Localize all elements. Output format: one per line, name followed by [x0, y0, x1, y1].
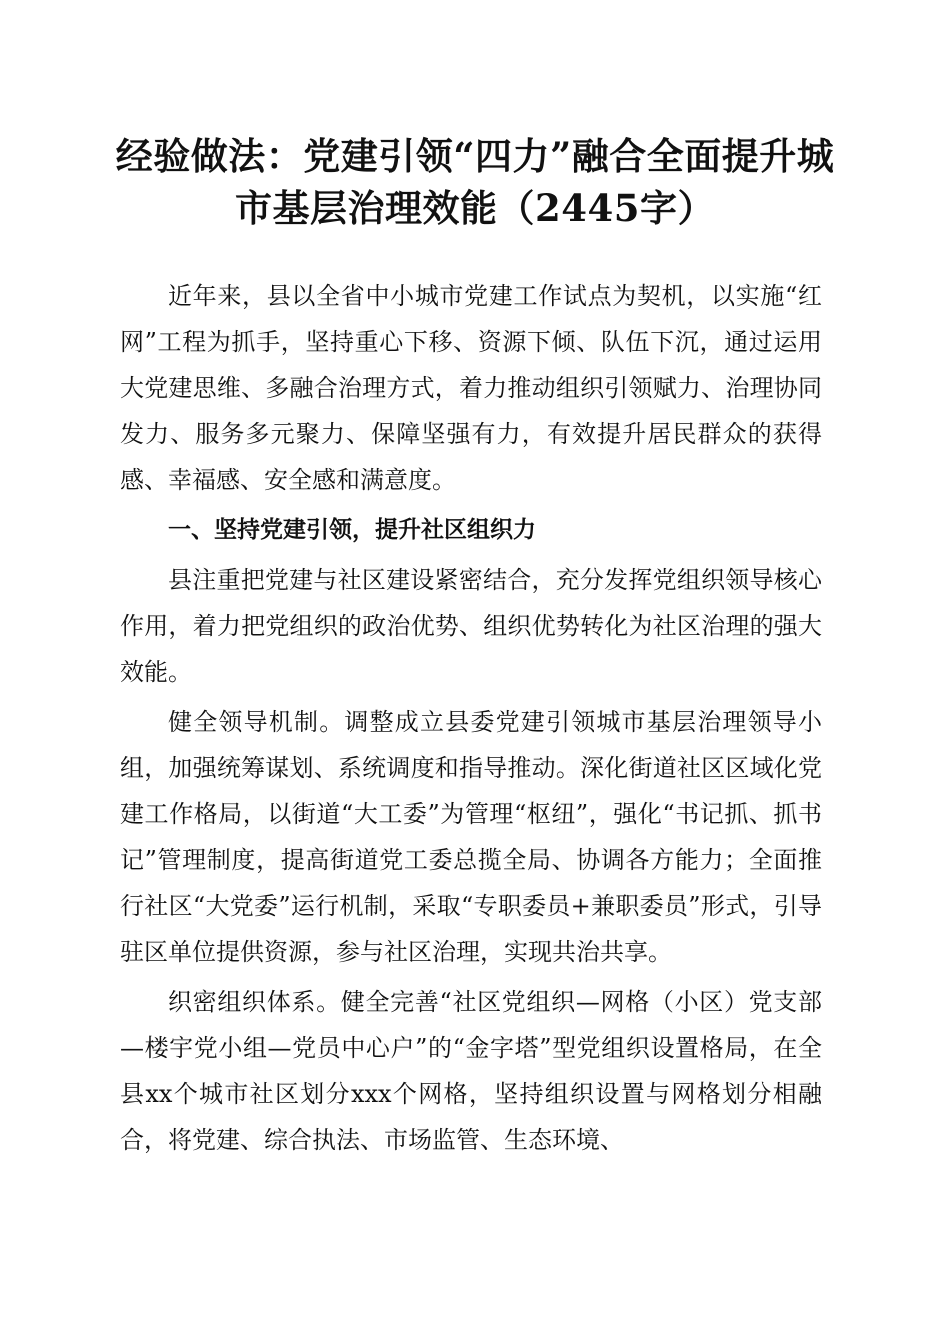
leadership-mechanism-paragraph: 健全领导机制。调整成立县委党建引领城市基层治理领导小组，加强统筹谋划、系统调度和指导推动。深化街道社区区域化党建工作格局，以街道“大工委”为管理“枢纽”，强化“书记抓、抓书记”管理制度，提高街道党工委总揽全局、协调各方能力；全面推行社区“大党委”运行机制，采取“专职委员+兼职委员”形式，引导驻区单位提供资源，参与社区治理，实现共治共享。 — [120, 708, 822, 966]
organization-system-paragraph: 织密组织体系。健全完善“社区党组织—网格（小区）党支部—楼宇党小组—党员中心户”的“金字塔”型党组织设置格局，在全县xx个城市社区划分xxx个网格，坚持组织设置与网格划分相融合，将党建、综合执法、市场监管、生态环境、 — [120, 988, 822, 1154]
document-title-line-2: 市基层治理效能（2445字） — [235, 186, 715, 230]
section-heading: 一、坚持党建引领，提升社区组织力 — [168, 517, 536, 543]
section-intro-paragraph: 县注重把党建与社区建设紧密结合，充分发挥党组织领导核心作用，着力把党组织的政治优势、组织优势转化为社区治理的强大效能。 — [120, 566, 822, 686]
document-body — [120, 273, 822, 1163]
document-title-line-1: 经验做法：党建引领“四力”融合全面提升城 — [115, 134, 835, 178]
intro-paragraph: 近年来，县以全省中小城市党建工作试点为契机，以实施“红网”工程为抓手，坚持重心下移、资源下倾、队伍下沉，通过运用大党建思维、多融合治理方式，着力推动组织引领赋力、治理协同发力、服务多元聚力、保障坚强有力，有效提升居民群众的获得感、幸福感、安全感和满意度。 — [120, 282, 822, 494]
document-title — [110, 130, 840, 234]
